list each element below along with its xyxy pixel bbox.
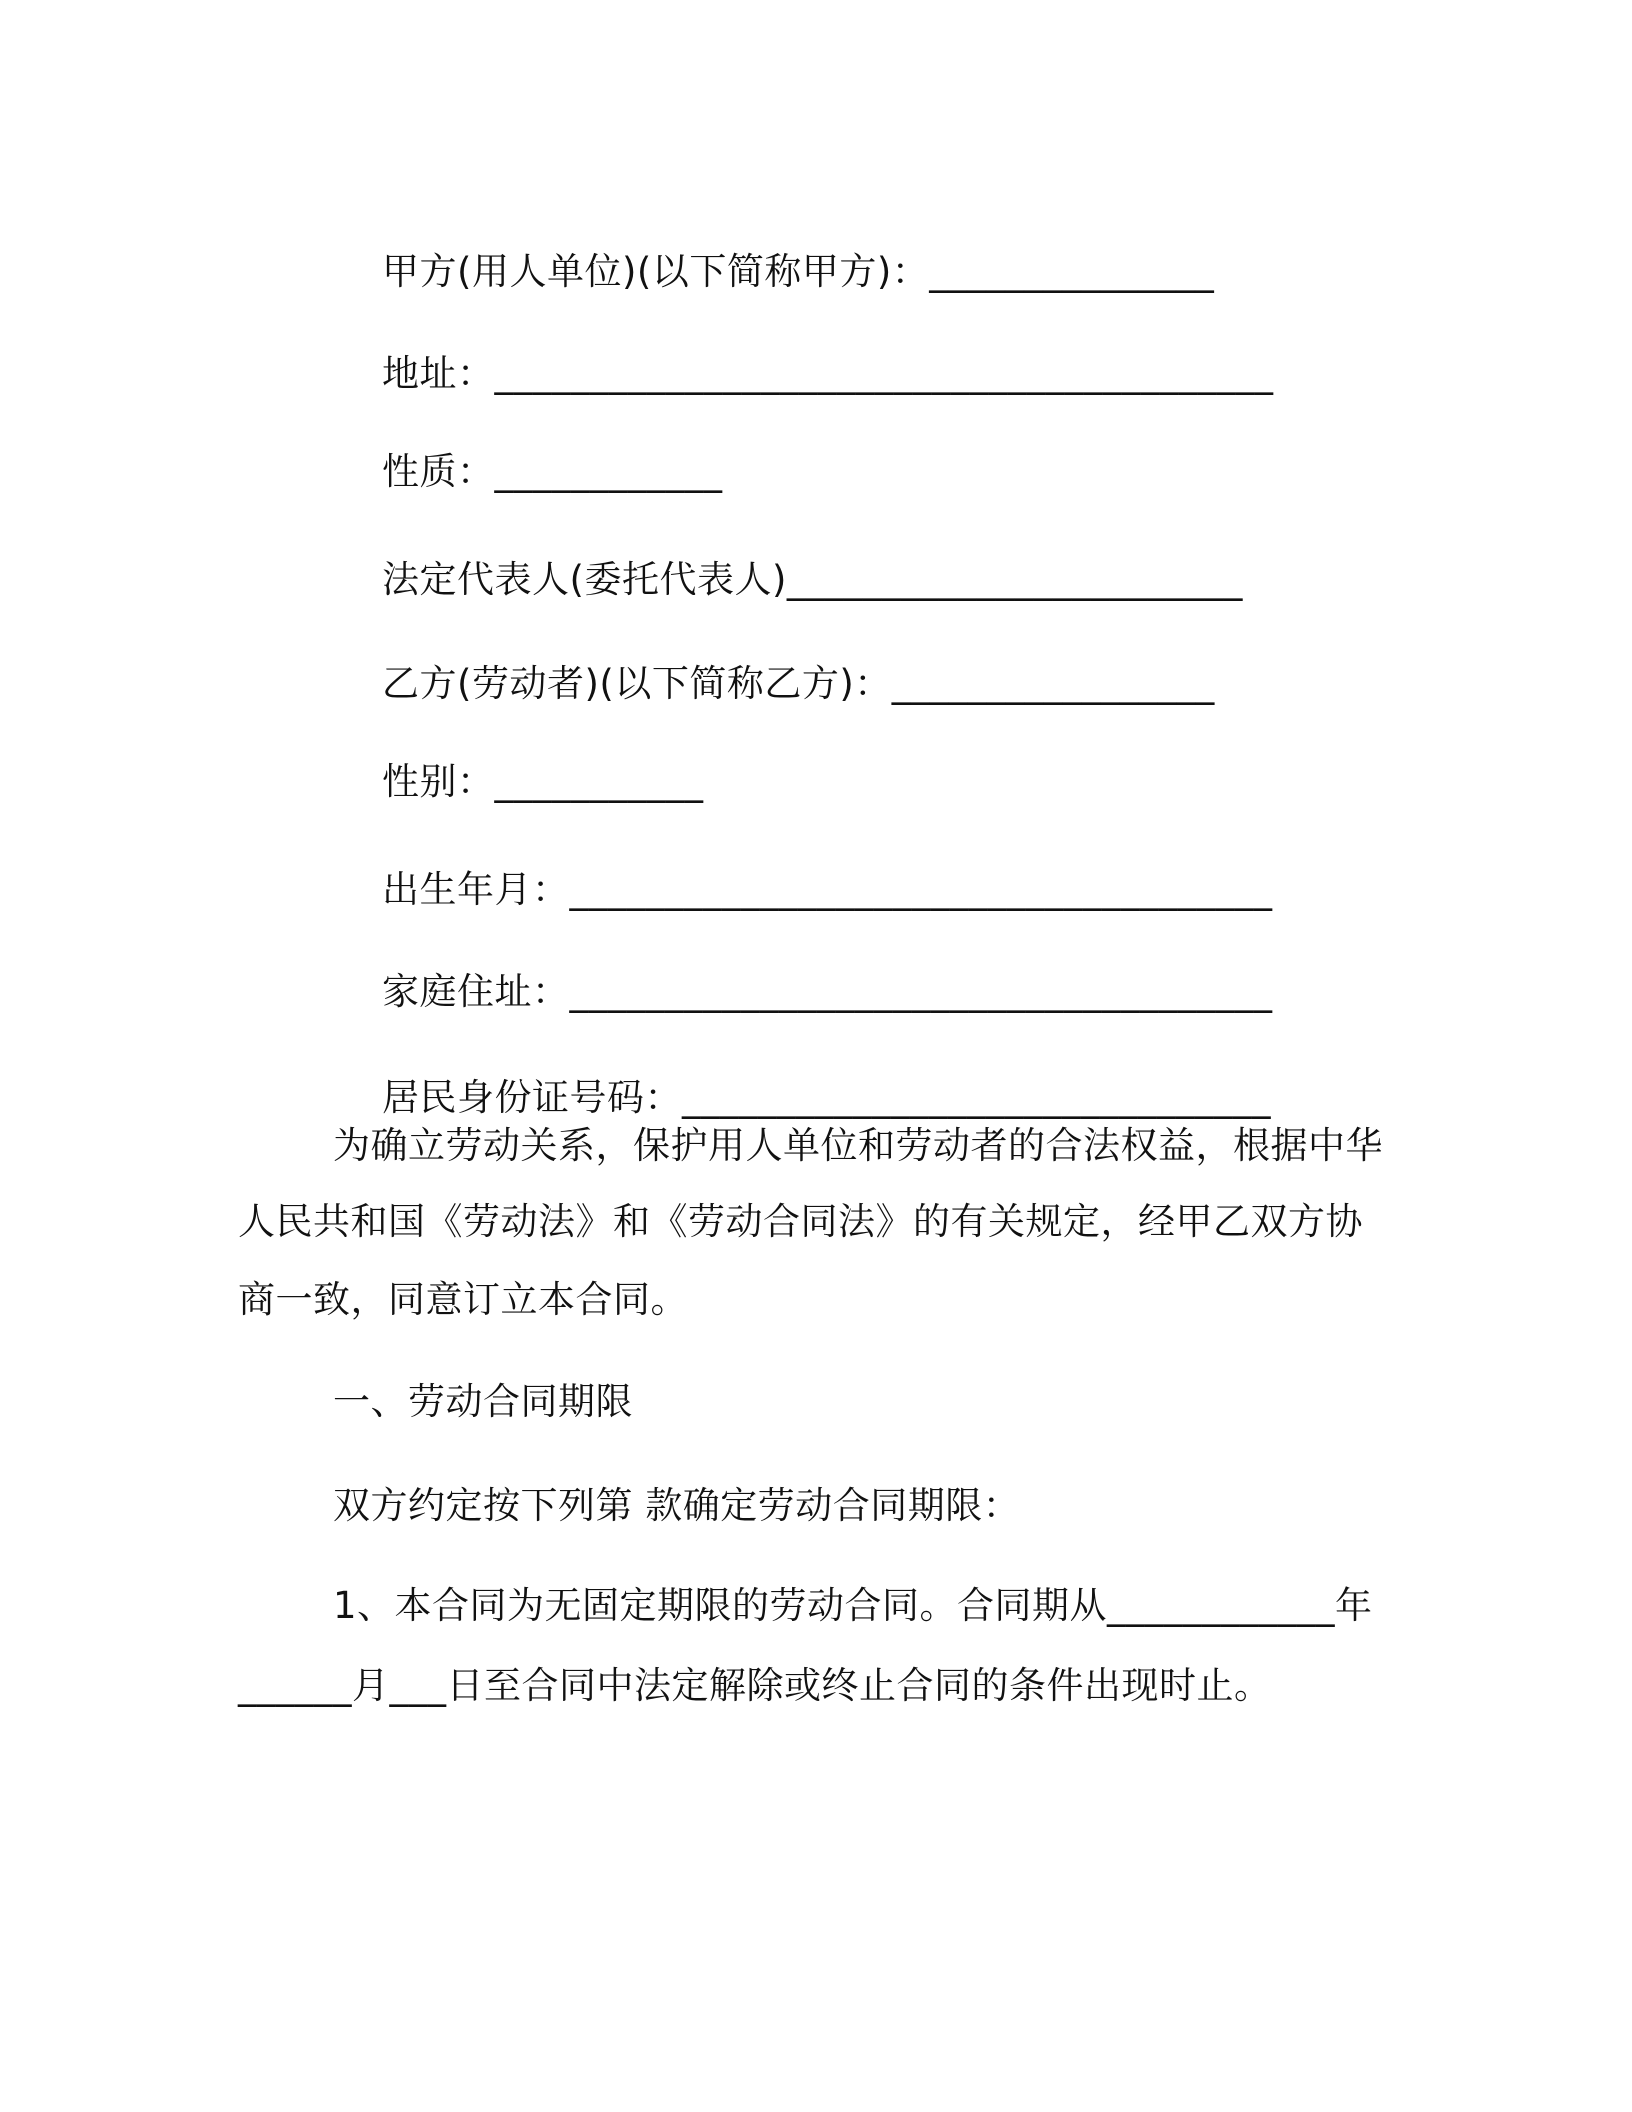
id-number-blank: _______________________________ [682,1076,1272,1119]
item-1-line-1: 1、本合同为无固定期限的劳动合同。合同期从____________年 [333,1584,1373,1627]
preamble-line-2: 人民共和国《劳动法》和《劳动合同法》的有关规定，经甲乙双方协 [238,1200,1363,1243]
item-1-line-2: ______月___日至合同中法定解除或终止合同的条件出现时止。 [238,1664,1272,1707]
nature-label: 性质： [382,450,495,493]
section-1-intro: 双方约定按下列第 款确定劳动合同期限： [333,1484,1021,1527]
address-blank: _________________________________________ [494,352,1274,395]
section-1-heading: 一、劳动合同期限 [333,1380,633,1423]
home-address-blank: _____________________________________ [569,970,1273,1013]
party-b-blank: _________________ [891,662,1215,705]
preamble-line-1: 为确立劳动关系，保护用人单位和劳动者的合法权益，根据中华 [333,1124,1383,1167]
legal-representative-label: 法定代表人(委托代表人) [382,558,787,601]
birth-date-label: 出生年月： [382,868,570,911]
party-a-blank: _______________ [929,250,1215,293]
preamble-line-3: 商一致，同意订立本合同。 [238,1278,688,1321]
legal-representative-blank: ________________________ [786,558,1243,601]
birth-date-blank: _____________________________________ [569,868,1273,911]
home-address-label: 家庭住址： [382,970,570,1013]
party-b-label: 乙方(劳动者)(以下简称乙方)： [382,662,892,705]
gender-label: 性别： [382,760,495,803]
party-a-label: 甲方(用人单位)(以下简称甲方)： [382,250,930,293]
gender-blank: ___________ [494,760,704,803]
id-number-label: 居民身份证号码： [382,1076,683,1119]
address-label: 地址： [382,352,495,395]
nature-blank: ____________ [494,450,723,493]
